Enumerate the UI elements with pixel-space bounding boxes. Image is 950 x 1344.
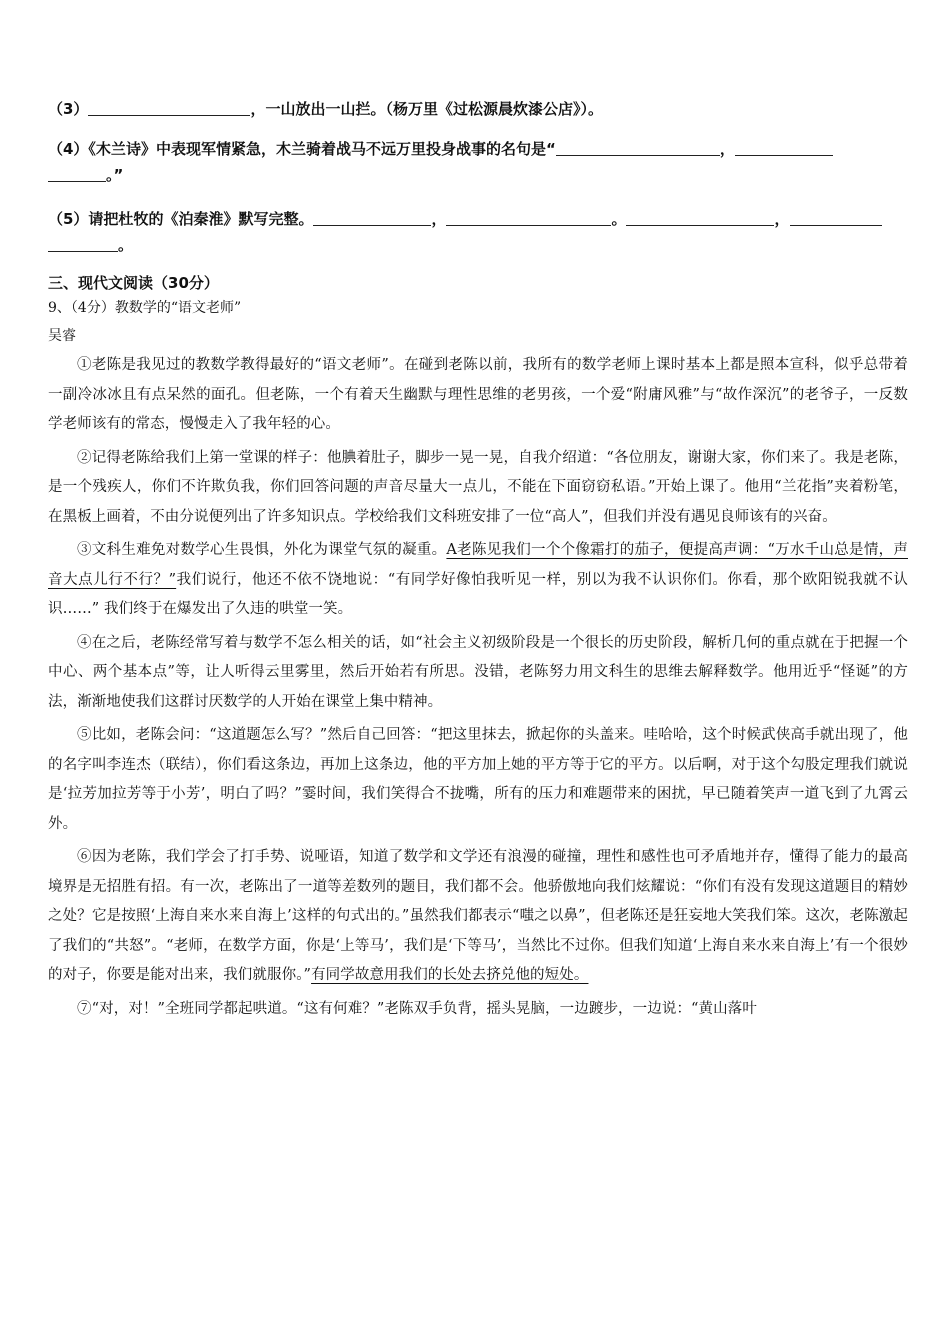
paragraph-3: ③文科生难免对数学心生畏惧，外化为课堂气氛的凝重。A老陈见我们一个个像霜打的茄子，便提高声调：“万水千山总是情，声音大点儿行不行？”我们说行，他还不依不饶地说：“有同学好像怕我听见一样，别以为我不认识你们。你看，那个欧阳锐我就不认识……” 我们终于在爆发出了久违的哄堂一笑。	[48, 542, 908, 617]
answer-blank[interactable]	[48, 167, 106, 182]
answer-blank[interactable]	[48, 237, 118, 252]
underlined-sentence-a: A老陈见我们一个个像霜打的茄子，便提高声调：“万水千山总是情，声音大点儿行不行？”	[48, 542, 908, 588]
paragraph-1: ①老陈是我见过的教数学教得最好的“语文老师”。在碰到老陈以前，我所有的数学老师上课时基本上都是照本宣科，似乎总带着一副冷冰冰且有点呆然的面孔。但老陈，一个有着天生幽默与理性思维的老男孩，一个爱“附庸风雅”与“故作深沉”的老爷子，一反数学老师该有的常态，慢慢走入了我年轻的心。	[48, 357, 908, 432]
question-title: 9、（4分）教数学的“语文老师”	[48, 300, 242, 316]
question-5: （5）请把杜牧的《泊秦淮》默写完整。 ， 。 ， 。	[48, 206, 908, 258]
exam-page	[48, 100, 908, 1024]
paragraph-2: ②记得老陈给我们上第一堂课的样子：他腆着肚子，脚步一晃一晃，自我介绍道：“各位朋友，谢谢大家，你们来了。我是老陈，是一个残疾人，你们不许欺负我，你们回答问题的声音尽量大一点儿，不能在下面窃窃私语。”开始上课了。他用“兰花指”夹着粉笔，在黑板上画着，不由分说便列出了许多知识点。学校给我们文科班安排了一位“高人”，但我们并没有遇见良师该有的兴奋。	[48, 449, 908, 525]
paragraph-6: ⑥因为老陈，我们学会了打手势、说哑语，知道了数学和文学还有浪漫的碰撞，理性和感性也可矛盾地并存，懂得了能力的最高境界是无招胜有招。有一次，老陈出了一道等差数列的题目，我们都不会。他骄傲地向我们炫耀说：“你们有没有发现这道题目的精妙之处？它是按照‘上海自来水来自海上’这样的句式出的。”虽然我们都表示“嗤之以鼻”，但老陈还是狂妄地大笑我们笨。这次，老陈激起了我们的“共怒”。“老师，在数学方面，你是‘上等马’，我们是‘下等马’，当然比不过你。但我们知道‘上海自来水来自海上’有一个很妙的对子，你要是能对出来，我们就服你。”有同学故意用我们的长处去挤兑他的短处。	[48, 849, 908, 983]
answer-blank[interactable]	[446, 211, 611, 226]
question-4: （4）《木兰诗》中表现军情紧急，木兰骑着战马不远万里投身战事的名句是“ ， 。”	[48, 136, 908, 188]
paragraph-7: ⑦“对，对！”全班同学都起哄道。“这有何难？”老陈双手负背，摇头晃脑，一边踱步，一边说：“黄山落叶	[77, 1000, 757, 1017]
question-3: （3） ，一山放出一山拦。（杨万里《过松源晨炊漆公店》）。	[48, 100, 603, 118]
answer-blank[interactable]	[313, 211, 431, 226]
paragraph-5: ⑤比如，老陈会问：“这道题怎么写？”然后自己回答：“把这里抹去，掀起你的头盖来。哇哈哈，这个时候武侠高手就出现了，他的名字叫李连杰（联结），你们看这条边，再加上这条边，他的平方加上她的平方等于它的平方。以后啊，对于这个勾股定理我们就说是‘拉芳加拉芳等于小芳’，明白了吗？”霎时间，我们笑得合不拢嘴，所有的压力和难题带来的困扰，早已随着笑声一道飞到了九霄云外。	[48, 727, 908, 832]
section-heading: 三、现代文阅读（30分）	[48, 274, 219, 292]
paragraph-4: ④在之后，老陈经常写着与数学不怎么相关的话，如“社会主义初级阶段是一个很长的历史阶段，解析几何的重点就在于把握一个中心、两个基本点”等，让人听得云里雾里，然后开始若有所思。没错，老陈努力用文科生的思维去解释数学。他用近乎“怪诞”的方法，渐渐地使我们这群讨厌数学的人开始在课堂上集中精神。	[48, 634, 908, 710]
underlined-sentence-b: 有同学故意用我们的长处去挤兑他的短处。	[311, 967, 589, 983]
answer-blank[interactable]	[88, 101, 250, 116]
answer-blank[interactable]	[556, 141, 720, 156]
answer-blank[interactable]	[735, 141, 833, 156]
answer-blank[interactable]	[626, 211, 774, 226]
answer-blank[interactable]	[790, 211, 882, 226]
author: 吴睿	[48, 328, 76, 344]
